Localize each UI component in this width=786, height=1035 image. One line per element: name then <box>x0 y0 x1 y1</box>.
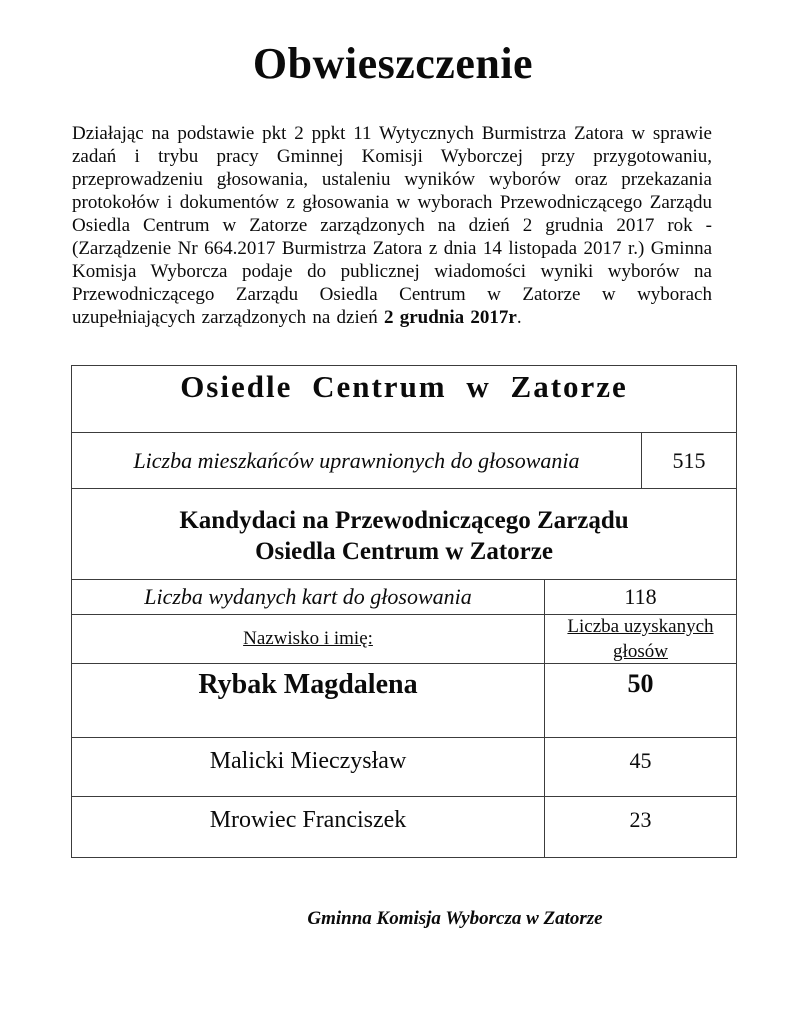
candidate-votes: 45 <box>544 738 736 796</box>
candidates-header <box>72 489 736 579</box>
candidate-votes: 23 <box>544 797 736 857</box>
table-row <box>72 796 736 857</box>
candidates-header-line1: Kandydaci na Przewodniczącego Zarządu <box>179 507 629 535</box>
ballots-issued-label: Liczba wydanych kart do głosowania <box>144 584 472 610</box>
candidate-votes: 50 <box>544 664 736 737</box>
candidate-name: Rybak Magdalena <box>198 669 418 701</box>
intro-body-text: Działając na podstawie pkt 2 ppkt 11 Wytycznych Burmistrza Zatora w sprawie zadań i trybu pracy Gminnej Komisji Wyborczej przy przygotowaniu, przeprowadzeniu głosowania, ustaleniu wyników wyborów oraz przekazania protokołów i dokumentów z głosowania w wyborach Przewodniczącego Zarządu Osiedla Centrum w Zatorze zarządzonych na dzień 2 grudnia 2017 rok - (Zarządzenie Nr 664.2017 Burmistrza Zatora z dnia 14 listopada 2017 r.) Gminna Komisja Wyborcza podaje do publicznej wiadomości wyniki wyborów na Przewodniczącego Zarządu Osiedla Centrum w Zatorze w wyborach uzupełniających zarządzonych na dzień <box>72 123 712 329</box>
votes-column-header: Liczba uzyskanych głosów <box>567 615 714 663</box>
table-row <box>72 737 736 796</box>
eligible-voters-value: 515 <box>641 433 736 488</box>
eligible-voters-label: Liczba mieszkańców uprawnionych do głosowania <box>133 447 580 473</box>
table-title-row <box>72 366 736 432</box>
name-header-cell <box>72 615 544 663</box>
page-title: Obwieszczenie <box>252 39 534 88</box>
ballots-issued-value: 118 <box>544 580 736 614</box>
intro-paragraph <box>72 122 712 329</box>
table-row-winner <box>72 663 736 737</box>
candidate-name: Mrowiec Franciszek <box>209 807 407 834</box>
ballots-issued-row <box>72 579 736 614</box>
candidates-header-line2: Osiedla Centrum w Zatorze <box>255 538 553 566</box>
signature-footer: Gminna Komisja Wyborcza w Zatorze <box>307 908 603 930</box>
intro-date-bold: 2 grudnia 2017r <box>383 307 517 329</box>
column-headers-row <box>72 614 736 663</box>
intro-tail-text: . <box>516 307 522 329</box>
votes-header-cell <box>544 615 736 663</box>
candidates-header-row <box>72 488 736 579</box>
eligible-voters-row <box>72 432 736 488</box>
results-table <box>71 365 737 858</box>
table-title: Osiedle Centrum w Zatorze <box>180 369 628 405</box>
name-column-header: Nazwisko i imię: <box>243 628 373 650</box>
candidate-name: Malicki Mieczysław <box>209 748 407 775</box>
